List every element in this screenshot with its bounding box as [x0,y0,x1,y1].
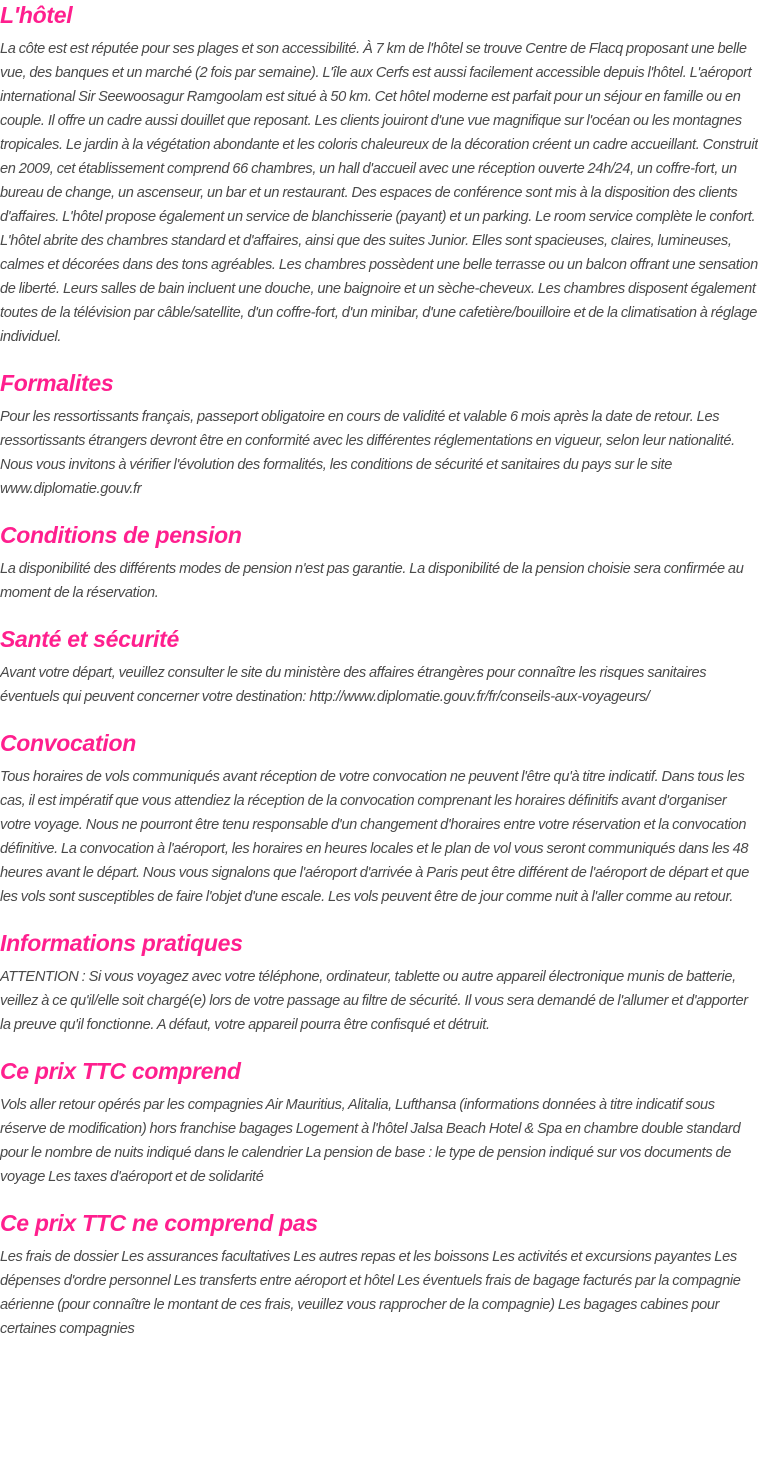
section-sante-securite [0,624,758,709]
section-title-hotel: L'hôtel [0,2,73,28]
section-body-sante-securite: Avant votre départ, veuillez consulter le site du ministère des affaires étrangères pour connaître les risques sanitaires éventuels qui peuvent concerner votre destination: http://www.diplomatie.gouv.fr/fr/conseils-aux-voyageurs/ [0,665,707,705]
section-convocation [0,728,758,909]
section-title-conditions-pension: Conditions de pension [0,522,242,548]
section-hotel [0,0,758,349]
section-title-informations-pratiques: Informations pratiques [0,930,243,956]
section-body-prix-ne-comprend-pas: Les frais de dossier Les assurances facultatives Les autres repas et les boissons Les activités et excursions payantes Les dépenses d'ordre personnel Les transferts entre aéroport et hôtel Les éventuels frais de bagage facturés par la compagnie aérienne (pour connaître le montant de ces frais, veuillez vous rapprocher de la compagnie) Les bagages cabines pour certaines compagnies [0,1249,741,1337]
section-title-sante-securite: Santé et sécurité [0,626,179,652]
section-title-prix-ne-comprend-pas: Ce prix TTC ne comprend pas [0,1210,318,1236]
section-body-informations-pratiques: ATTENTION : Si vous voyagez avec votre téléphone, ordinateur, tablette ou autre appareil électronique munis de batterie, veillez à ce qu'il/elle soit chargé(e) lors de votre passage au filtre de sécurité. Il vous sera demandé de l'allumer et d'apporter la preuve qu'il fonctionne. A défaut, votre appareil pourra être confisqué et détruit. [0,969,748,1033]
section-title-prix-comprend: Ce prix TTC comprend [0,1058,241,1084]
section-title-convocation: Convocation [0,730,136,756]
section-conditions-pension [0,520,758,605]
section-body-hotel: La côte est est réputée pour ses plages et son accessibilité. À 7 km de l'hôtel se trouve Centre de Flacq proposant une belle vue, des banques et un marché (2 fois par semaine). L'île aux Cerfs est aussi facilement accessible depuis l'hôtel. L'aéroport international Sir Seewoosagur Ramgoolam est situé à 50 km. Cet hôtel moderne est parfait pour un séjour en famille ou en couple. Il offre un cadre aussi douillet que reposant. Les clients jouiront d'une vue magnifique sur l'océan ou les montagnes tropicales. Le jardin à la végétation abondante et les coloris chaleureux de la décoration créent un cadre accueillant. Construit en 2009, cet établissement comprend 66 chambres, un hall d'accueil avec une réception ouverte 24h/24, un coffre-fort, un bureau de change, un ascenseur, un bar et un restaurant. Des espaces de conférence sont mis à la disposition des clients d'affaires. L'hôtel propose également un service de blanchisserie (payant) et un parking. Le room service complète le confort. L'hôtel abrite des chambres standard et d'affaires, ainsi que des suites Junior. Elles sont spacieuses, claires, lumineuses, calmes et décorées dans des tons agréables. Les chambres possèdent une belle terrasse ou un balcon offrant une sensation de liberté. Leurs salles de bain incluent une douche, une baignoire et un sèche-cheveux. Les chambres disposent également toutes de la télévision par câble/satellite, d'un coffre-fort, d'un minibar, d'une cafetière/bouilloire et de la climatisation à réglage individuel. [0,41,758,345]
section-body-conditions-pension: La disponibilité des différents modes de pension n'est pas garantie. La disponibilité de la pension choisie sera confirmée au moment de la réservation. [0,561,744,601]
section-prix-ne-comprend-pas [0,1208,758,1341]
section-title-formalites: Formalites [0,370,114,396]
section-body-convocation: Tous horaires de vols communiqués avant réception de votre convocation ne peuvent l'être qu'à titre indicatif. Dans tous les cas, il est impératif que vous attendiez la réception de la convocation comprenant les horaires définitifs avant d'organiser votre voyage. Nous ne pourront être tenu responsable d'un changement d'horaires entre votre réservation et la convocation définitive. La convocation à l'aéroport, les horaires en heures locales et le plan de vol vous seront communiqués dans les 48 heures avant le départ. Nous vous signalons que l'aéroport d'arrivée à Paris peut être différent de l'aéroport de départ et que les vols sont susceptibles de faire l'objet d'une escale. Les vols peuvent être de jour comme nuit à l'aller comme au retour. [0,769,749,905]
section-formalites [0,368,758,501]
section-informations-pratiques [0,928,758,1037]
section-body-formalites: Pour les ressortissants français, passeport obligatoire en cours de validité et valable 6 mois après la date de retour. Les ressortissants étrangers devront être en conformité avec les différentes réglementations en vigueur, selon leur nationalité. Nous vous invitons à vérifier l'évolution des formalités, les conditions de sécurité et sanitaires du pays sur le site www.diplomatie.gouv.fr [0,409,735,497]
section-body-prix-comprend: Vols aller retour opérés par les compagnies Air Mauritius, Alitalia, Lufthansa (informations données à titre indicatif sous réserve de modification) hors franchise bagages Logement à l'hôtel Jalsa Beach Hotel & Spa en chambre double standard pour le nombre de nuits indiqué dans le calendrier La pension de base : le type de pension indiqué sur vos documents de voyage Les taxes d'aéroport et de solidarité [0,1097,741,1185]
section-prix-comprend [0,1056,758,1189]
